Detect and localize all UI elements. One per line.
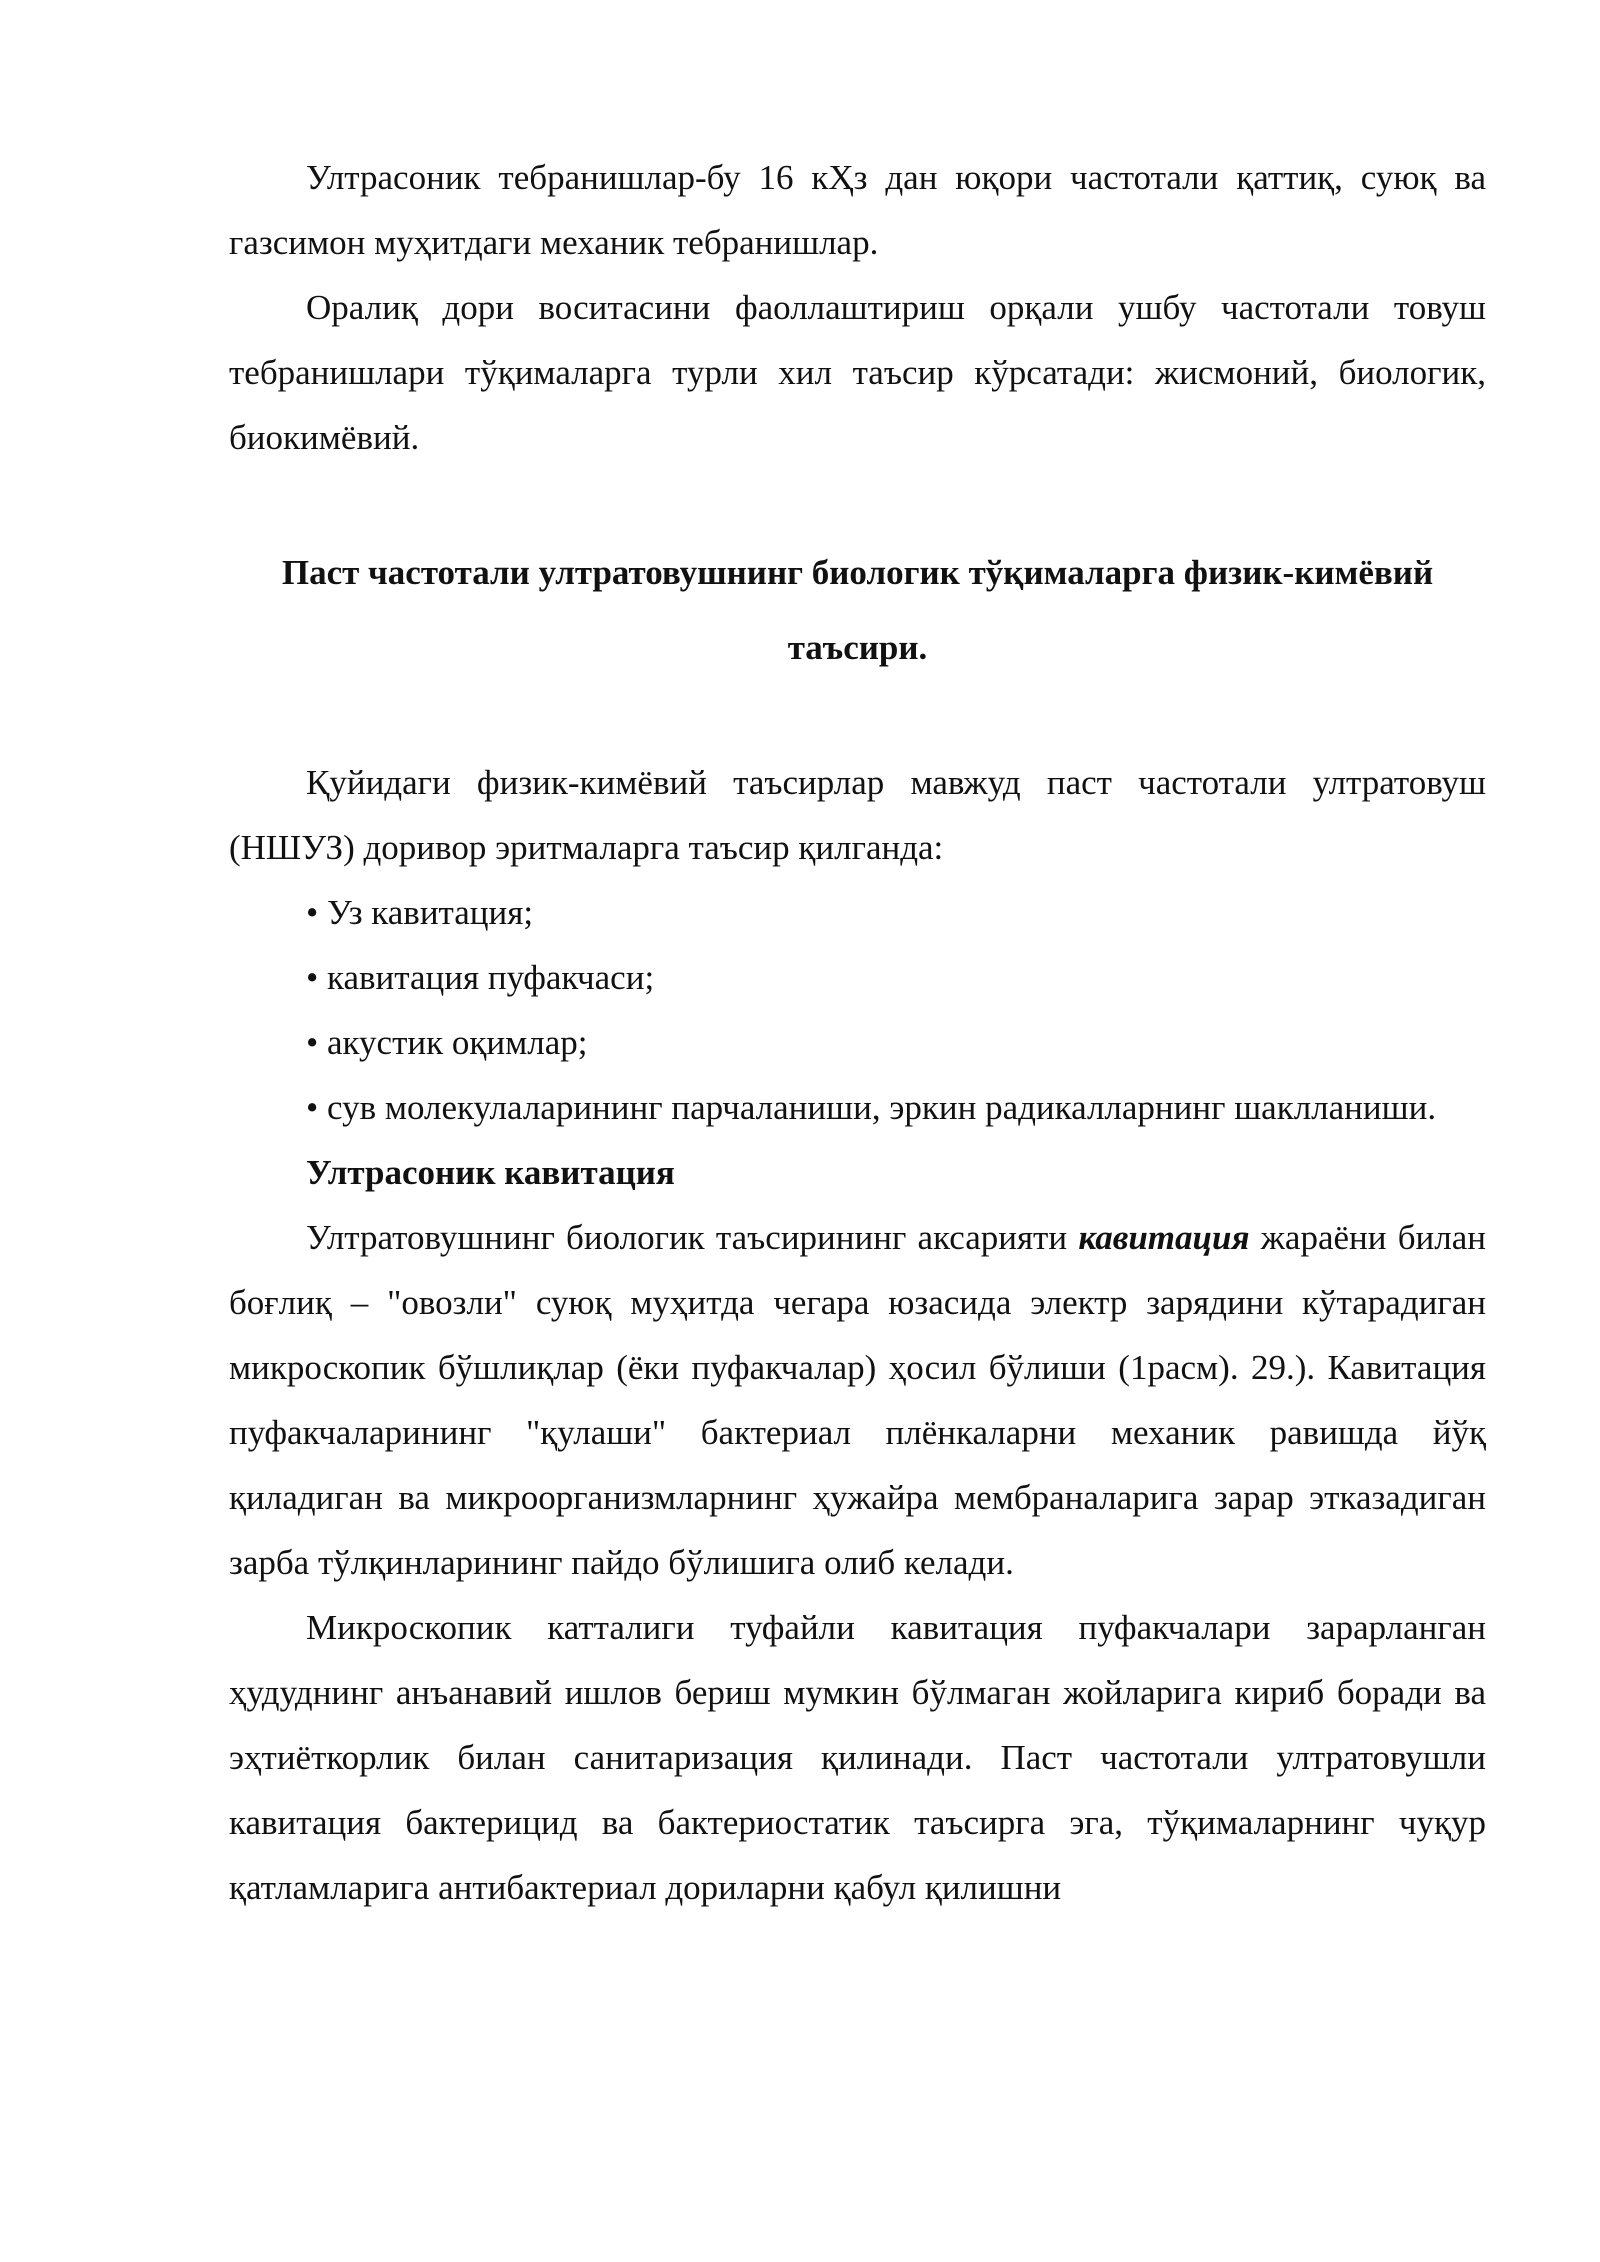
bullet-item: • акустик оқимлар; xyxy=(306,1023,588,1062)
bullet-item: • Уз кавитация; xyxy=(306,893,534,932)
cavitation-text-before: Ултратовушнинг биологик таъсирининг аксарияти xyxy=(306,1218,1079,1257)
intro-paragraph-1: Ултрасоник тебранишлар-бу 16 кҲз дан юқори частотали қаттиқ, суюқ ва газсимон муҳитдаги механик тебранишлар. xyxy=(229,158,1486,262)
intro-paragraph-2: Оралиқ дори воситасини фаоллаштириш орқали ушбу частотали товуш тебранишлари тўқималарга турли хил таъсир кўрсатади: жисмоний, биологик, биокимёвий. xyxy=(229,288,1486,457)
lead-paragraph: Қуйидаги физик-кимёвий таъсирлар мавжуд паст частотали ултратовуш (НШУЗ) доривор эритмаларга таъсир қилганда: xyxy=(229,763,1486,867)
subheading: Ултрасоник кавитация xyxy=(306,1153,675,1192)
final-paragraph: Микроскопик катталиги туфайли кавитация пуфакчалари зарарланган ҳудуднинг анъанавий ишлов бериш мумкин бўлмаган жойларига кириб боради ва эҳтиёткорлик билан санитаризация қилинади. Паст частотали ултратовушли кавитация бактерицид ва бактериостатик таъсирга эга, тўқималарнинг чуқур қатламларига антибактериал дориларни қабул қилишни xyxy=(229,1608,1486,1907)
cavitation-text-after: жараёни билан боғлиқ – "овозли" суюқ муҳитда чегара юзасида электр зарядини кўтарадиган микроскопик бўшлиқлар (ёки пуфакчалар) ҳосил бўлиши (1расм). 29.). Кавитация пуфакчаларининг "қулаши" бактериал плёнкаларни механик равишда йўқ қиладиган ва микроорганизмларнинг ҳужайра мембраналарига зарар этказадиган зарба тўлқинларининг пайдо бўлишига олиб келади. xyxy=(229,1218,1486,1582)
document-body xyxy=(229,145,1486,1920)
cavitation-emphasis: кавитация xyxy=(1078,1218,1250,1257)
bullet-item: • сув молекулаларининг парчаланиши, эркин радикалларнинг шаклланиши. xyxy=(306,1088,1437,1127)
bullet-item: • кавитация пуфакчаси; xyxy=(306,958,655,997)
section-heading: Паст частотали ултратовушнинг биологик тўқималарга физик-кимёвий таъсири. xyxy=(281,553,1434,667)
cavitation-paragraph xyxy=(229,1205,1486,1595)
